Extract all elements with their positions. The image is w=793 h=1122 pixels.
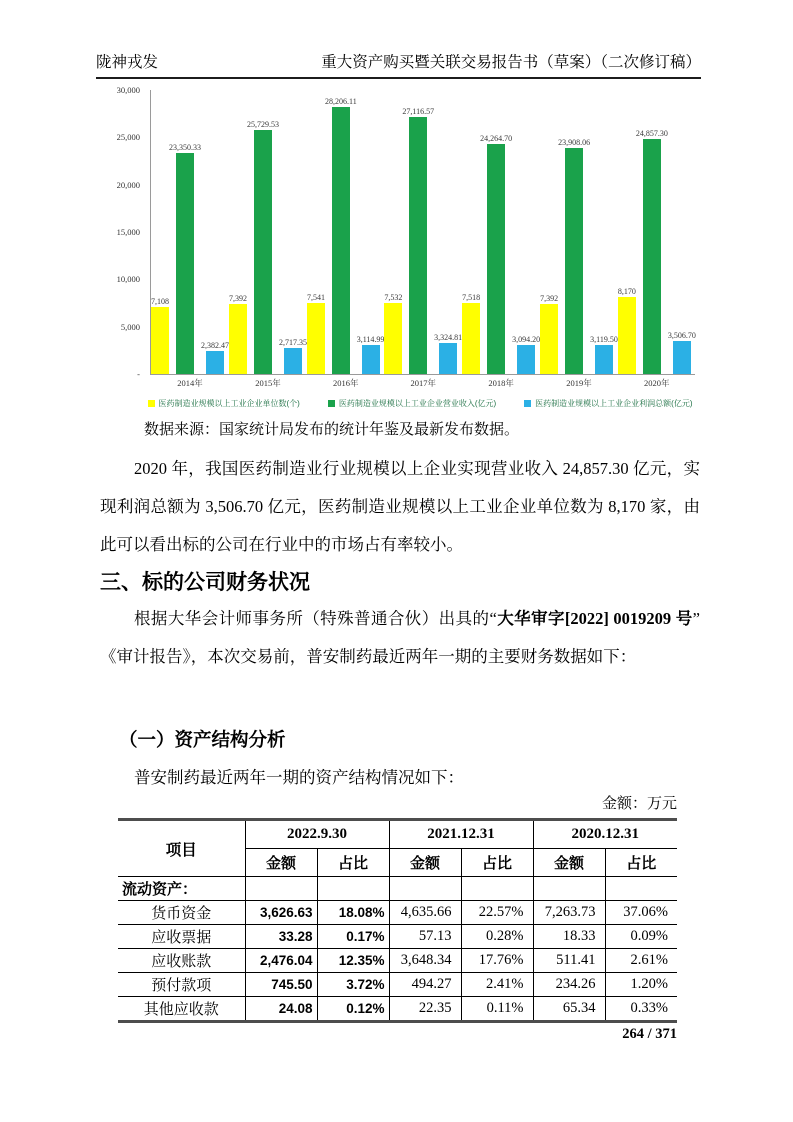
chart-y-axis: [100, 85, 146, 379]
running-header: [96, 50, 701, 79]
value-cell: 0.12%: [317, 997, 389, 1022]
bar-revenue: [176, 153, 194, 374]
table-header-row-periods: [118, 820, 677, 849]
bar-value-label: 3,506.70: [667, 330, 696, 340]
value-cell: 745.50: [245, 973, 317, 997]
bar-value-label: 3,094.20: [512, 334, 541, 344]
table-row: [118, 949, 677, 973]
value-cell: 3,626.63: [245, 901, 317, 925]
bar-profit: [595, 345, 613, 375]
value-cell: 0.17%: [317, 925, 389, 949]
table-row: [118, 997, 677, 1022]
value-cell: 17.76%: [461, 949, 533, 973]
bar-revenue: [565, 148, 583, 374]
bar-wrap: [151, 90, 169, 374]
value-cell: 0.33%: [605, 997, 677, 1022]
bar-units: [151, 307, 169, 374]
y-axis-tick-label: 10,000: [116, 274, 140, 285]
y-axis-tick-label: 25,000: [116, 132, 140, 143]
row-label-cell: 其他应收款: [118, 997, 245, 1022]
bar-value-label: 27,116.57: [402, 107, 435, 117]
y-axis-tick-label: 15,000: [116, 227, 140, 237]
legend-swatch-icon: [148, 400, 155, 407]
table-section-row: [118, 877, 677, 901]
paragraph-2020-summary: 2020 年，我国医药制造业行业规模以上企业实现营业收入 24,857.30 亿元，实现利润总额为 3,506.70 亿元，医药制造业规模以上工业企业单位数为 8,170 家，由此可以看出标的公司在行业中的市场占有率较小。: [100, 459, 700, 554]
bar-profit: [517, 345, 535, 374]
bar-value-label: 2,382.47: [201, 341, 229, 351]
bar-profit: [206, 351, 224, 374]
row-label-cell: 预付款项: [118, 973, 245, 997]
bar-value-label: 25,729.53: [247, 120, 279, 130]
bar-wrap: [229, 90, 247, 374]
legend-item-units: [148, 398, 300, 409]
table-row: [118, 973, 677, 997]
subheader-amount-3: 金额: [533, 849, 605, 877]
bar-revenue: [254, 130, 272, 374]
bar-wrap: [434, 90, 462, 374]
subheader-amount-2: 金额: [389, 849, 461, 877]
bar-units: [540, 304, 558, 374]
bar-profit: [439, 343, 457, 375]
bar-value-label: 24,857.30: [635, 128, 668, 138]
paragraph-audit-pre: 根据大华会计师事务所（特殊普通合伙）出具的“: [134, 609, 497, 628]
bar-units: [618, 297, 636, 374]
bar-profit: [673, 341, 691, 374]
bar-value-label: 7,392: [540, 294, 559, 303]
legend-item-revenue: [328, 398, 496, 409]
value-cell: 12.35%: [317, 949, 389, 973]
col-header-2022: 2022.9.30: [245, 820, 389, 849]
row-label-cell: 应收账款: [118, 949, 245, 973]
chart-legend: [140, 398, 700, 409]
bar-wrap: [279, 90, 307, 374]
col-header-2020: 2020.12.31: [533, 820, 677, 849]
legend-swatch-icon: [328, 400, 335, 407]
y-axis-tick-label: 30,000: [116, 85, 140, 95]
bar-wrap: [480, 90, 512, 374]
section-label-cell: 流动资产：: [118, 877, 245, 901]
bar-wrap: [618, 90, 636, 374]
legend-label: 医药制造业规模以上工业企业利润总额(亿元): [535, 399, 693, 408]
value-cell: 37.06%: [605, 901, 677, 925]
value-cell: 0.09%: [605, 925, 677, 949]
asset-structure-table-wrap: [118, 818, 677, 1023]
empty-cell: [389, 877, 461, 901]
bar-wrap: [590, 90, 618, 374]
empty-cell: [461, 877, 533, 901]
x-axis-label: 2014年: [177, 378, 203, 388]
bar-wrap: [384, 90, 402, 374]
header-right-title: 重大资产购买暨关联交易报告书（草案）（二次修订稿）: [321, 54, 701, 71]
chart-plot-area: [150, 90, 696, 388]
data-source-note: 数据来源：国家统计局发布的统计年鉴及最新发布数据。: [144, 422, 520, 438]
bar-value-label: 28,206.11: [325, 97, 357, 106]
value-cell: 65.34: [533, 997, 605, 1022]
row-label-cell: 应收票据: [118, 925, 245, 949]
bar-revenue: [487, 144, 505, 374]
col-header-item: 项目: [118, 820, 245, 877]
bar-group: [384, 90, 463, 388]
value-cell: 33.28: [245, 925, 317, 949]
legend-item-profit: [524, 398, 692, 409]
col-header-2021: 2021.12.31: [389, 820, 533, 849]
bar-wrap: [169, 90, 201, 374]
bar-wrap: [512, 90, 540, 374]
y-axis-tick-label: 20,000: [116, 179, 140, 190]
value-cell: 3,648.34: [389, 949, 461, 973]
bar-group: [462, 90, 541, 388]
value-cell: 22.35: [389, 997, 461, 1022]
value-cell: 2.41%: [461, 973, 533, 997]
bar-group: [151, 90, 229, 388]
audit-report-number: 大华审字[2022] 0019209 号: [496, 609, 693, 628]
bar-value-label: 7,108: [151, 296, 169, 306]
x-axis-label: 2016年: [332, 378, 359, 388]
bar-value-label: 7,541: [307, 292, 325, 302]
bar-units: [462, 303, 480, 374]
bar-profit: [362, 345, 380, 375]
paragraph-audit-post: ”《审计报告》，本次交易前，普安制药最近两年一期的主要财务数据如下：: [100, 609, 700, 666]
value-cell: 4,635.66: [389, 901, 461, 925]
value-cell: 24.08: [245, 997, 317, 1022]
value-cell: 3.72%: [317, 973, 389, 997]
value-cell: 18.08%: [317, 901, 389, 925]
value-cell: 0.11%: [461, 997, 533, 1022]
page-number: 264 / 371: [622, 1026, 677, 1042]
empty-cell: [317, 877, 389, 901]
x-axis-label: 2019年: [566, 378, 592, 388]
bar-value-label: 7,518: [462, 292, 481, 302]
legend-swatch-icon: [524, 400, 531, 407]
legend-label: 医药制造业规模以上工业企业单位数(个): [158, 399, 300, 408]
bar-units: [384, 303, 402, 374]
bar-units: [307, 303, 325, 374]
table-row: [118, 901, 677, 925]
x-axis-label: 2017年: [410, 378, 437, 388]
value-cell: 22.57%: [461, 901, 533, 925]
bar-value-label: 8,170: [617, 286, 636, 296]
empty-cell: [533, 877, 605, 901]
subheader-ratio-2: 占比: [461, 849, 533, 877]
bar-wrap: [357, 90, 385, 374]
empty-cell: [245, 877, 317, 901]
subheader-ratio-3: 占比: [605, 849, 677, 877]
industry-bar-chart: [100, 85, 700, 409]
bar-wrap: [325, 90, 357, 374]
value-cell: 2,476.04: [245, 949, 317, 973]
bar-profit: [284, 348, 302, 374]
x-axis-label: 2015年: [255, 378, 281, 388]
paragraph-audit-report: [100, 600, 700, 676]
bar-wrap: [247, 90, 279, 374]
bar-revenue: [643, 139, 661, 374]
bar-value-label: 7,532: [384, 292, 403, 302]
bar-wrap: [636, 90, 668, 374]
y-axis-tick-label: 5,000: [120, 321, 140, 332]
asset-structure-table: [118, 818, 677, 1023]
value-cell: 511.41: [533, 949, 605, 973]
bar-group: [617, 90, 696, 388]
legend-label: 医药制造业规模以上工业企业营业收入(亿元): [338, 399, 497, 408]
bar-value-label: 3,114.99: [356, 334, 385, 344]
value-cell: 1.20%: [605, 973, 677, 997]
bar-value-label: 3,324.81: [434, 332, 463, 342]
bar-wrap: [201, 90, 229, 374]
value-cell: 7,263.73: [533, 901, 605, 925]
y-axis-tick-label: -: [137, 369, 140, 379]
subsection-heading-asset-structure: （一）资产结构分析: [119, 729, 286, 750]
bar-value-label: 7,392: [229, 294, 247, 303]
table-row: [118, 925, 677, 949]
value-cell: 57.13: [389, 925, 461, 949]
bar-group: [229, 90, 307, 388]
value-cell: 0.28%: [461, 925, 533, 949]
asset-table-body: [118, 877, 677, 1022]
chart-area: [100, 85, 700, 388]
bar-group: [307, 90, 385, 388]
subheader-ratio-1: 占比: [317, 849, 389, 877]
empty-cell: [605, 877, 677, 901]
bar-wrap: [540, 90, 558, 374]
lead-text: 普安制药最近两年一期的资产结构情况如下：: [134, 768, 464, 787]
bar-group: [540, 90, 618, 388]
bar-wrap: [668, 90, 696, 374]
bar-value-label: 23,908.06: [558, 137, 591, 147]
unit-note: 金额：万元: [601, 796, 677, 812]
row-label-cell: 货币资金: [118, 901, 245, 925]
x-axis-label: 2020年: [644, 378, 670, 388]
bar-revenue: [409, 117, 427, 374]
bar-value-label: 3,119.50: [590, 334, 618, 344]
bar-wrap: [558, 90, 590, 374]
bar-wrap: [462, 90, 480, 374]
bar-value-label: 23,350.33: [169, 143, 201, 152]
bar-revenue: [332, 107, 350, 374]
value-cell: 2.61%: [605, 949, 677, 973]
value-cell: 18.33: [533, 925, 605, 949]
value-cell: 494.27: [389, 973, 461, 997]
value-cell: 234.26: [533, 973, 605, 997]
bar-value-label: 2,717.35: [279, 338, 307, 348]
bar-units: [229, 304, 247, 374]
bar-value-label: 24,264.70: [480, 134, 513, 144]
bar-wrap: [307, 90, 325, 374]
bar-wrap: [402, 90, 434, 374]
section-heading-financial-status: 三、标的公司财务状况: [100, 571, 310, 594]
header-left-title: 陇神戎发: [96, 54, 159, 71]
x-axis-label: 2018年: [488, 378, 514, 388]
subheader-amount-1: 金额: [245, 849, 317, 877]
